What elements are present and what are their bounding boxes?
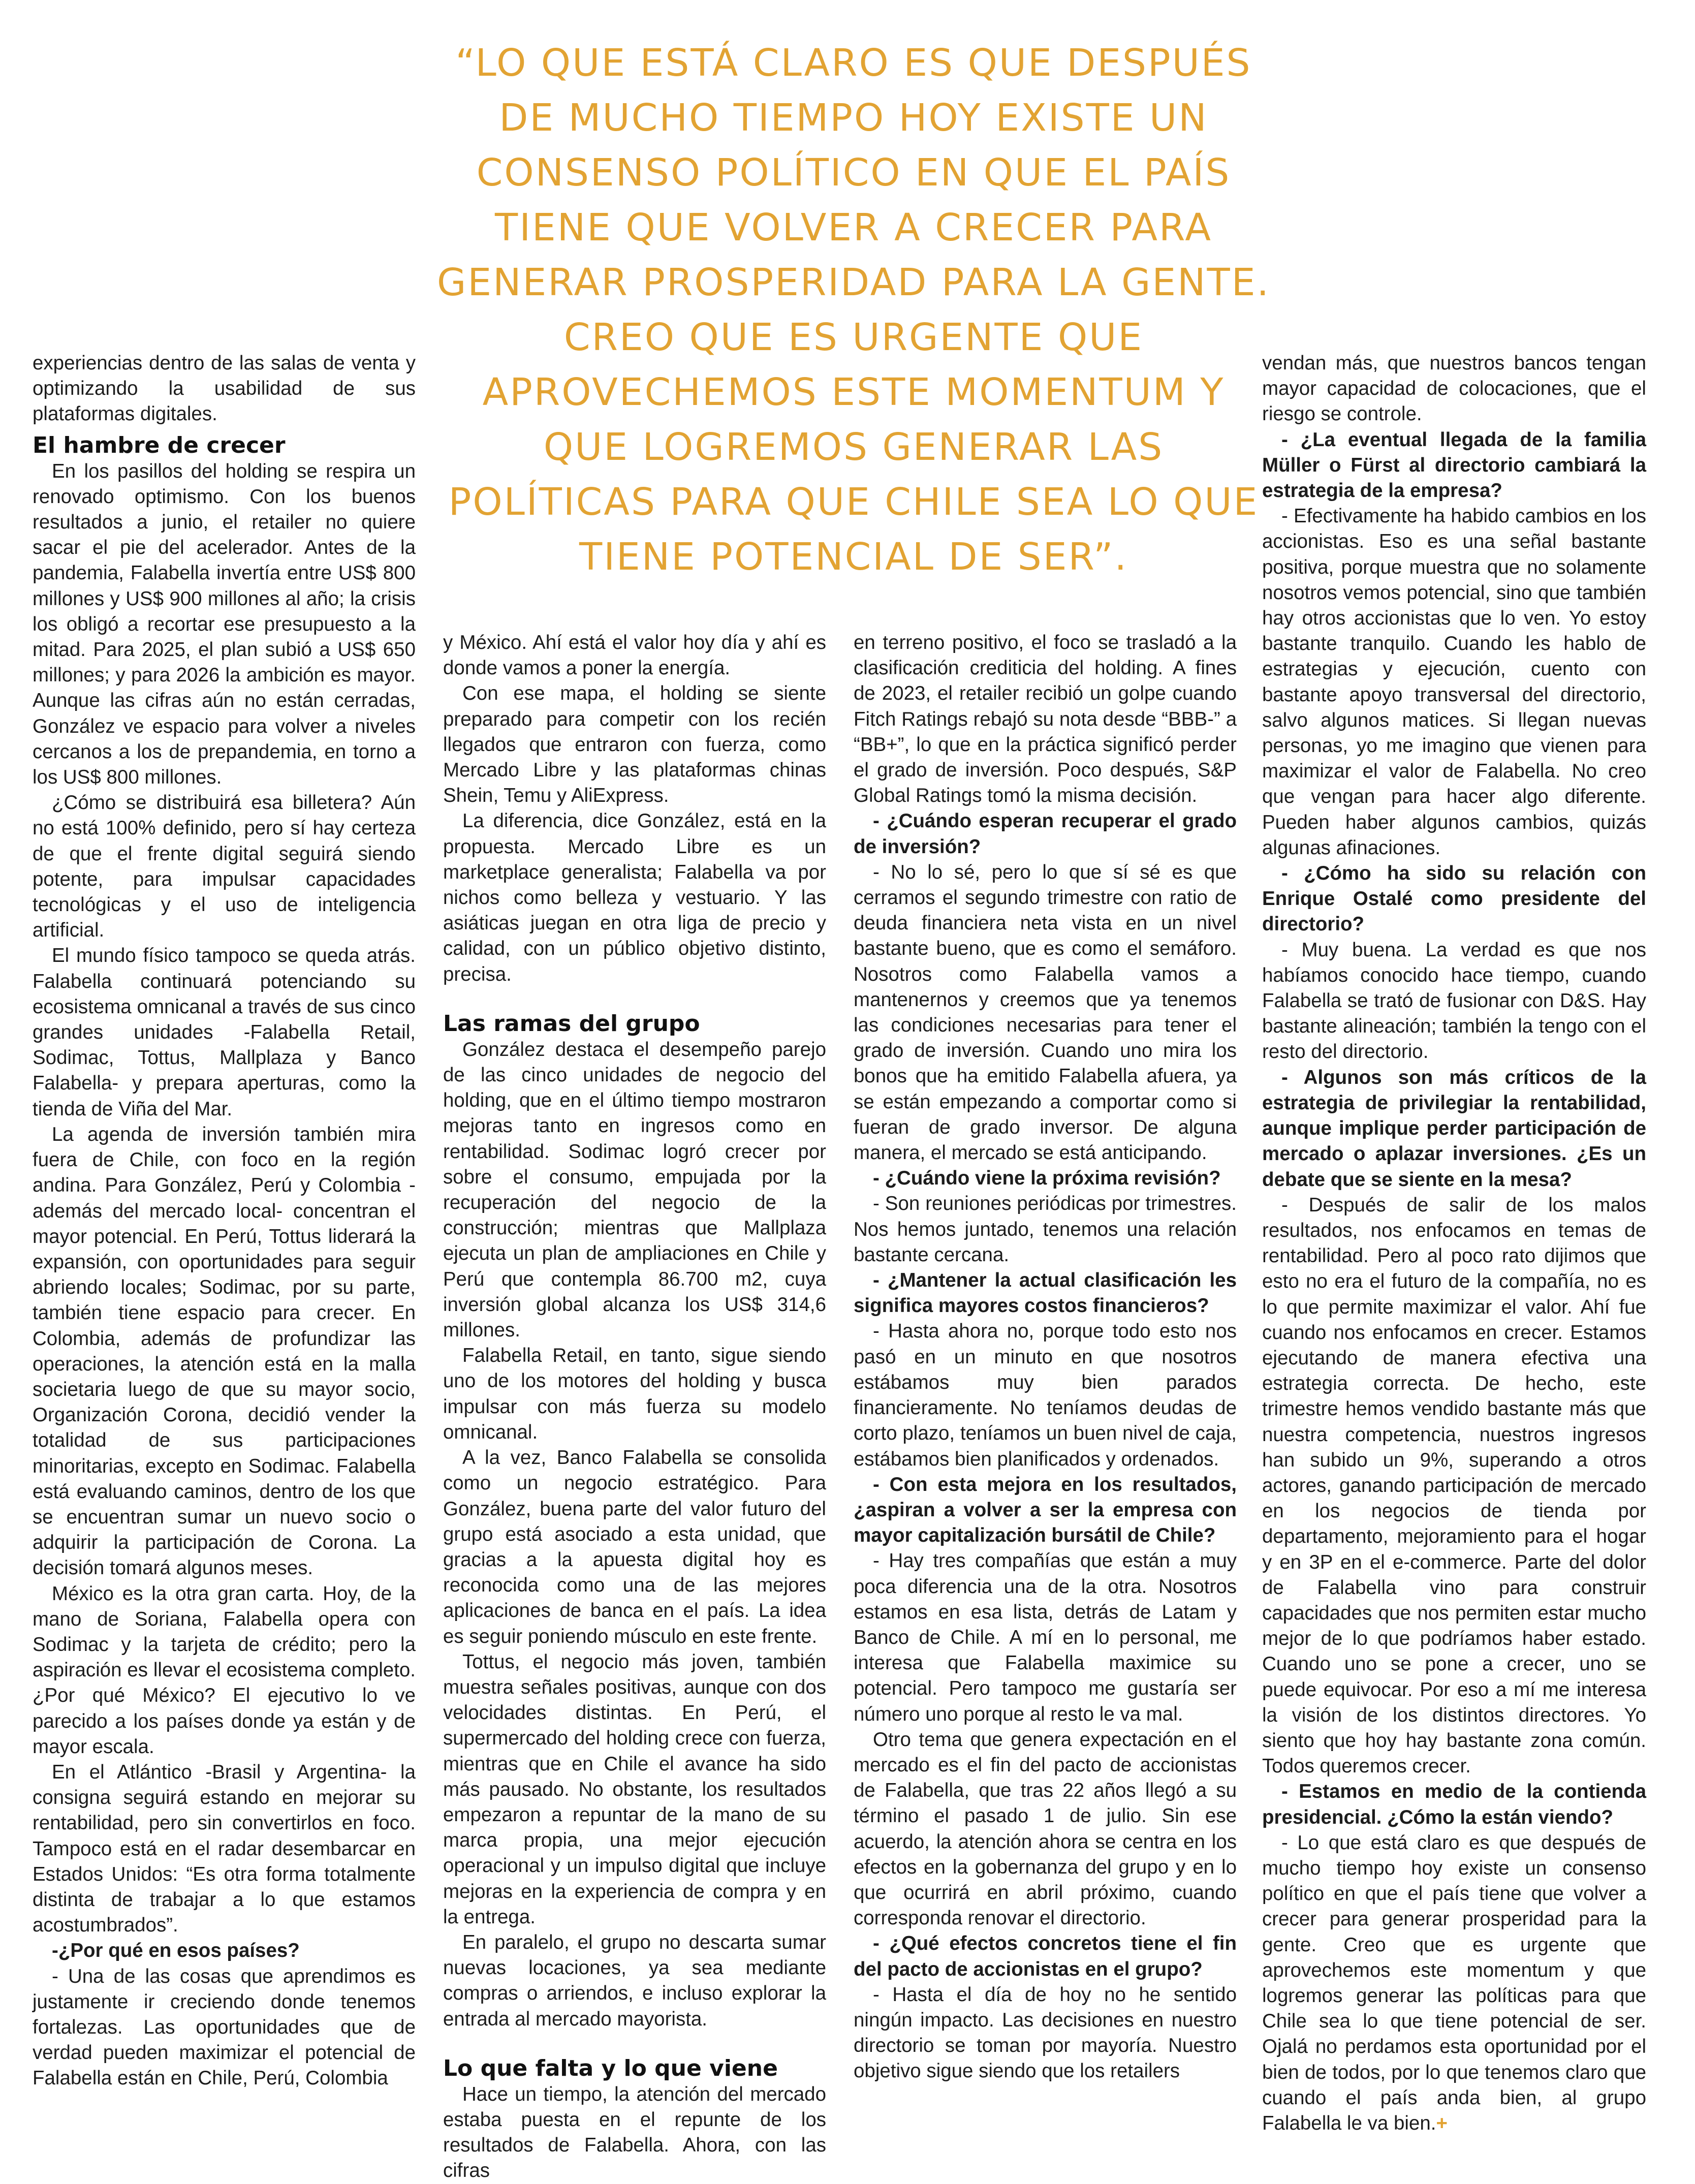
interview-answer: - Hay tres compañías que están a muy poca diferencia una de la otra. Nosotros estamos en esa lista, detrás de Latam y Banco de Chile. A mí en lo personal, me interesa que Falabella maximice su potencial. Pero tampoco me gustaría ser número uno porque al resto le va mal.	[854, 1550, 1237, 1725]
paragraph: y México. Ahí está el valor hoy día y ahí es donde vamos a poner la energía.	[443, 632, 826, 679]
paragraph: vendan más, que nuestros bancos tengan mayor capacidad de colocaciones, que el riesgo se controle.	[1262, 352, 1646, 425]
interview-question: - ¿Cuándo esperan recuperar el grado de inversión?	[854, 810, 1237, 858]
end-of-article-mark: +	[1436, 2112, 1448, 2135]
paragraph: Tottus, el negocio más joven, también muestra señales positivas, aunque con dos velocidades distintas. En Perú, el supermercado del holding crece con fuerza, mientras que en Chile el avance ha sido más pausado. No obstante, los resultados empezaron a repuntar de la mano de su marca propia, una mejor ejecución operacional y un impulso digital que incluye mejoras en la experiencia de compra y en la entrega.	[443, 1650, 826, 1928]
interview-question: - Con esta mejora en los resultados, ¿aspiran a volver a ser la empresa con mayor capitalización bursátil de Chile?	[854, 1473, 1237, 1547]
paragraph: Falabella Retail, en tanto, sigue siendo uno de los motores del holding y busca impulsar con más fuerza su modelo omnicanal.	[443, 1345, 826, 1443]
article-column-4	[1262, 351, 1646, 2136]
interview-question: - ¿Cómo ha sido su relación con Enrique Ostalé como presidente del directorio?	[1262, 862, 1646, 935]
paragraph: La agenda de inversión también mira fuera de Chile, con foco en la región andina. Para González, Perú y Colombia -además del mercado local- concentran el mayor potencial. En Perú, Tottus liderará la expansión, con oportunidades para seguir abriendo locales; Sodimac, por su parte, también tiene espacio para crecer. En Colombia, además de profundizar las operaciones, la atención está en la malla societaria luego de que su mayor socio, Organización Corona, decidió vender la totalidad de sus participaciones minoritarias, excepto en Sodimac. Falabella está evaluando caminos, dentro de los que se encuentran sumar un nuevo socio o adquirir la participación de Corona. La decisión tomará algunos meses.	[33, 1123, 416, 1579]
section-heading: Lo que falta y lo que viene	[443, 2055, 778, 2081]
answer-text: - Lo que está claro es que después de mucho tiempo hoy existe un consenso político en que el país tiene que volver a crecer para generar prosperidad para la gente. Creo que es urgente que aprovechemos este momentum y que logremos generar las políticas para que Chile sea lo que tiene potencial de ser. Ojalá no perdamos esta oportunidad por el bien de todos, por lo que tenemos claro que cuando el país anda bien, al grupo Falabella le va bien.	[1262, 1831, 1646, 2135]
interview-question: - ¿La eventual llegada de la familia Müller o Fürst al directorio cambiará la estrategia de la empresa?	[1262, 428, 1646, 502]
paragraph: Hace un tiempo, la atención del mercado estaba puesta en el repunte de los resultados de Falabella. Ahora, con las cifras	[443, 2083, 826, 2182]
interview-answer: - Son reuniones periódicas por trimestres. Nos hemos juntado, tenemos una relación bastante cercana.	[854, 1193, 1237, 1266]
section-heading: El hambre de crecer	[33, 432, 286, 458]
interview-question: - ¿Qué efectos concretos tiene el fin del pacto de accionistas en el grupo?	[854, 1932, 1237, 1980]
paragraph: experiencias dentro de las salas de venta y optimizando la usabilidad de sus plataformas digitales.	[33, 352, 416, 425]
interview-answer: - Efectivamente ha habido cambios en los accionistas. Eso es una señal bastante positiva, porque muestra que no solamente nosotros vemos potencial, sino que también hay otros accionistas que lo ven. Yo estoy bastante tranquilo. Cuando les hablo de estrategias y ejecución, cuento con bastante apoyo transversal del directorio, salvo algunos matices. Si llegan nuevas personas, yo me imagino que vienen para maximizar el valor de Falabella. No creo que vengan para hacer algo diferente. Pueden haber algunos cambios, quizás algunas afinaciones.	[1262, 505, 1646, 859]
paragraph: En paralelo, el grupo no descarta sumar nuevas locaciones, ya sea mediante compras o arriendos, e incluso explorar la entrada al mercado mayorista.	[443, 1931, 826, 2030]
interview-question: - Algunos son más críticos de la estrategia de privilegiar la rentabilidad, aunque implique perder participación de mercado o aplazar inversiones. ¿Es un debate que se siente en la mesa?	[1262, 1066, 1646, 1191]
interview-answer: - Después de salir de los malos resultados, nos enfocamos en temas de rentabilidad. Pero al poco rato dijimos que esto no era el futuro de la compañía, no es lo que permite maximizar el valor. Ahí fue cuando nos enfocamos en crecer. Estamos ejecutando de manera efectiva una estrategia correcta. De hecho, este trimestre hemos vendido bastante más que nuestra competencia, nuestros ingresos han subido un 9%, superando a otros actores, ganando participación de mercado en los negocios de tienda por departamento, mejoramiento para el hogar y en 3P en el e-commerce. Parte del dolor de Falabella vino para construir capacidades que nos permiten estar mucho mejor de lo que podríamos haber estado. Cuando uno se pone a crecer, uno se puede equivocar. Por eso a mí me interesa la visión de los distintos directores. Yo siento que hoy hay bastante zona común. Todos queremos crecer.	[1262, 1194, 1646, 1777]
interview-answer: - Muy buena. La verdad es que nos habíamos conocido hace tiempo, cuando Falabella se trató de fusionar con D&S. Hay bastante alineación; también la tengo con el resto del directorio.	[1262, 939, 1646, 1063]
interview-answer: - Una de las cosas que aprendimos es justamente ir creciendo donde tenemos fortalezas. Las oportunidades que de verdad pueden maximizar el potencial de Falabella están en Chile, Perú, Colombia	[33, 1965, 416, 2089]
paragraph: ¿Cómo se distribuirá esa billetera? Aún no está 100% definido, pero sí hay certeza de que el frente digital seguirá siendo potente, para impulsar capacidades tecnológicas y el uso de inteligencia artificial.	[33, 792, 416, 942]
paragraph: La diferencia, dice González, está en la propuesta. Mercado Libre es un marketplace generalista; Falabella va por nichos como belleza y vestuario. Y las asiáticas juegan en otra liga de precio y calidad, con un público objetivo distinto, precisa.	[443, 810, 826, 985]
paragraph: A la vez, Banco Falabella se consolida como un negocio estratégico. Para González, buena parte del valor futuro del grupo está asociado a esta unidad, que gracias a la apuesta digital hoy es reconocida como una de las mejores aplicaciones de banca en el país. La idea es seguir poniendo músculo en este frente.	[443, 1447, 826, 1647]
interview-question: - ¿Cuándo viene la próxima revisión?	[873, 1167, 1221, 1190]
paragraph: El mundo físico tampoco se queda atrás. Falabella continuará potenciando su ecosistema omnicanal a través de sus cinco grandes unidades -Falabella Retail, Sodimac, Tottus, Mallplaza y Banco Falabella- y prepara aperturas, como la tienda de Viña del Mar.	[33, 945, 416, 1120]
article-column-1	[33, 351, 416, 2092]
paragraph: en terreno positivo, el foco se trasladó a la clasificación crediticia del holding. A fines de 2023, el retailer recibió un golpe cuando Fitch Ratings rebajó su nota desde “BBB-” a “BB+”, lo que en la práctica significó perder el grado de inversión. Poco después, S&P Global Ratings tomó la misma decisión.	[854, 632, 1237, 807]
paragraph: Con ese mapa, el holding se siente preparado para competir con los recién llegados que entraron con fuerza, como Mercado Libre y las plataformas chinas Shein, Temu y AliExpress.	[443, 682, 826, 807]
interview-answer: - Hasta ahora no, porque todo esto nos pasó en un minuto en que nosotros estábamos muy bien parados financieramente. No teníamos deudas de corto plazo, teníamos un buen nivel de caja, estábamos bien planificados y ordenados.	[854, 1320, 1237, 1470]
paragraph: México es la otra gran carta. Hoy, de la mano de Soriana, Falabella opera con Sodimac y la tarjeta de crédito; pero la aspiración es llevar el ecosistema completo. ¿Por qué México? El ejecutivo lo ve parecido a los países donde ya están y de mayor escala.	[33, 1582, 416, 1758]
paragraph: En los pasillos del holding se respira un renovado optimismo. Con los buenos resultados a junio, el retailer no quiere sacar el pie del acelerador. Antes de la pandemia, Falabella invertía entre US$ 800 millones y US$ 900 millones al año; la crisis los obligó a recortar ese presupuesto a la mitad. Para 2025, el plan subió a US$ 650 millones; y para 2026 la ambición es mayor. Aunque las cifras aún no están cerradas, González ve espacio para volver a niveles cercanos a los de prepandemia, en torno a los US$ 800 millones.	[33, 460, 416, 789]
interview-answer: - No lo sé, pero lo que sí sé es que cerramos el segundo trimestre con ratio de deuda financiera neta vista en un nivel bastante bueno, que es como el semáforo. Nosotros como Falabella vamos a mantenernos y creemos que ya tenemos las condiciones necesarias para tener el grado de inversión. Cuando uno mira los bonos que ha emitido Falabella afuera, ya se están empezando a comportar como si fueran de grado inversor. De alguna manera, el mercado se está anticipando.	[854, 861, 1237, 1164]
paragraph: González destaca el desempeño parejo de las cinco unidades de negocio del holding, que en el último tiempo mostraron mejoras tanto en ingresos como en rentabilidad. Sodimac logró crecer por sobre el consumo, empujada por la recuperación del negocio de la construcción; mientras que Mallplaza ejecuta un plan de ampliaciones en Chile y Perú que contempla 86.700 m2, cuya inversión global alcanza los US$ 314,6 millones.	[443, 1038, 826, 1341]
interview-question: -¿Por qué en esos países?	[52, 1940, 300, 1962]
interview-answer: - Hasta el día de hoy no he sentido ningún impacto. Las decisiones en nuestro directorio se toman por mayoría. Nuestro objetivo sigue siendo que los retailers	[854, 1983, 1237, 2082]
paragraph: En el Atlántico -Brasil y Argentina- la consigna seguirá estando en mejorar su rentabilidad, pero sin convertirlos en foco. Tampoco está en el radar desembarcar en Estados Unidos: “Es otra forma totalmente distinta de trabajar a lo que estamos acostumbrados”.	[33, 1761, 416, 1937]
article-column-3	[854, 630, 1237, 2084]
article-column-2	[443, 630, 826, 2184]
section-heading: Las ramas del grupo	[443, 1010, 700, 1037]
interview-answer	[1262, 1830, 1646, 2136]
paragraph: Otro tema que genera expectación en el mercado es el fin del pacto de accionistas de Falabella, que tras 22 años llegó a su término el pasado 1 de julio. Sin ese acuerdo, la atención ahora se centra en los efectos en la gobernanza del grupo y en lo que ocurrirá en abril próximo, cuando corresponda renovar el directorio.	[854, 1728, 1237, 1929]
interview-question: - Estamos en medio de la contienda presidencial. ¿Cómo la están viendo?	[1262, 1781, 1646, 1828]
interview-question: - ¿Mantener la actual clasificación les significa mayores costos financieros?	[854, 1269, 1237, 1317]
pull-quote: “LO QUE ESTÁ CLARO ES QUE DESPUÉS DE MUCHO TIEMPO HOY EXISTE UN CONSENSO POLÍTICO EN QUE EL PAÍS TIENE QUE VOLVER A CRECER PARA GENERAR PROSPERIDAD PARA LA GENTE. CREO QUE ES URGENTE QUE APROVECHEMOS ESTE MOMENTUM Y QUE LOGREMOS GENERAR LAS POLÍTICAS PARA QUE CHILE SEA LO QUE TIENE POTENCIAL DE SER”.	[437, 41, 1270, 579]
